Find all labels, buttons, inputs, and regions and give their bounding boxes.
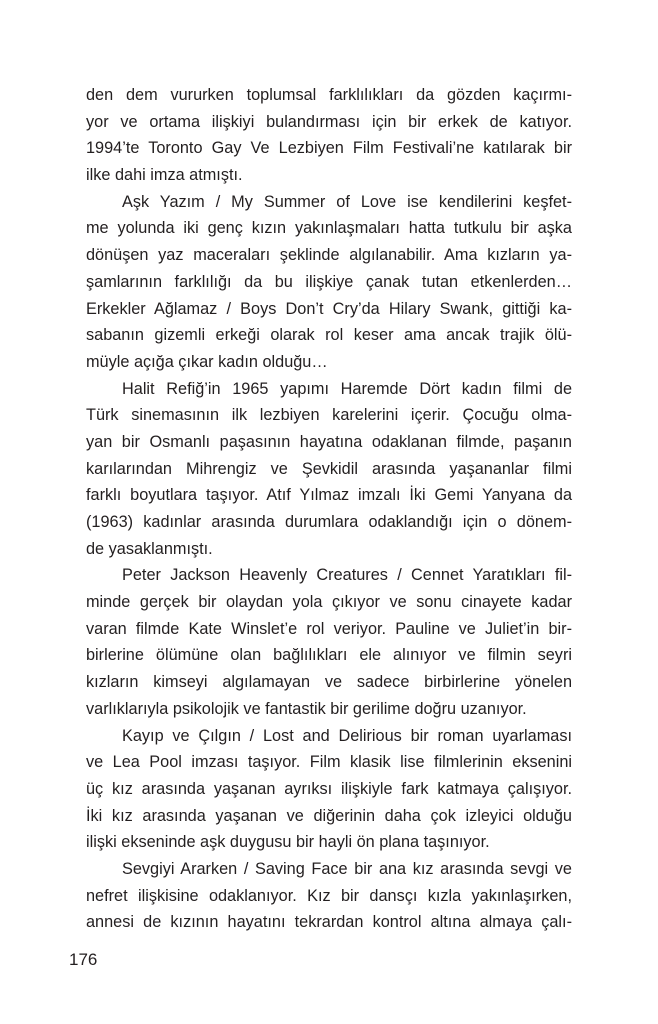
text-line: yor ve ortama ilişkiyi bulandırması için bir erkek de katıyor.	[86, 112, 572, 131]
text-line: Sevgiyi Ararken / Saving Face bir ana kız arasında sevgi ve	[122, 859, 572, 878]
text-line: ve Lea Pool imzası taşıyor. Film klasik lise filmlerinin eksenini	[86, 753, 572, 772]
text-line: varlıklarıyla psikolojik ve fantastik bir gerilime doğru uzanıyor.	[86, 699, 527, 718]
text-line: şamlarının farklılığı da bu ilişkiye çanak tutan etkenlerden…	[86, 272, 572, 291]
text-line: Aşk Yazım / My Summer of Love ise kendilerini keşfet-	[122, 192, 572, 211]
text-line: yan bir Osmanlı paşasının hayatına odaklanan filmde, paşanın	[86, 432, 572, 451]
body-text	[86, 82, 572, 936]
text-line: üç kız arasında yaşanan ayrıksı ilişkiyle fark katmaya çalışıyor.	[86, 779, 572, 798]
text-line: İki kız arasında yaşanan ve diğerinin daha çok izleyici olduğu	[86, 806, 572, 825]
text-line: ilke dahi imza atmıştı.	[86, 166, 243, 185]
text-line: varan filmde Kate Winslet’e rol veriyor. Pauline ve Juliet’in bir-	[86, 619, 572, 638]
text-line: müyle açığa çıkar kadın olduğu…	[86, 352, 328, 371]
text-line: Halit Refiğ’in 1965 yapımı Haremde Dört kadın filmi de	[122, 379, 572, 398]
text-line: 1994’te Toronto Gay Ve Lezbiyen Film Festivali’ne katılarak bir	[86, 139, 572, 158]
text-line: Kayıp ve Çılgın / Lost and Delirious bir roman uyarlaması	[122, 726, 572, 745]
text-line: Türk sinemasının ilk lezbiyen karelerini içerir. Çocuğu olma-	[86, 406, 572, 425]
text-line: de yasaklanmıştı.	[86, 539, 213, 558]
text-line: kızların kimseyi algılamayan ve sadece birbirlerine yönelen	[86, 673, 572, 692]
text-line: ilişki ekseninde aşk duygusu bir hayli ön plana taşınıyor.	[86, 833, 490, 852]
text-line: farklı boyutlara taşıyor. Atıf Yılmaz imzalı İki Gemi Yanyana da	[86, 486, 572, 505]
text-line: birlerine ölümüne olan bağlılıkları ele alınıyor ve filmin seyri	[86, 646, 572, 665]
text-line: dönüşen yaz maceraları şeklinde algılanabilir. Ama kızların ya-	[86, 246, 572, 265]
text-line: minde gerçek bir olaydan yola çıkıyor ve sonu cinayete kadar	[86, 593, 572, 612]
text-line: den dem vururken toplumsal farklılıkları da gözden kaçırmı-	[86, 86, 572, 104]
text-line: Peter Jackson Heavenly Creatures / Cennet Yaratıkları fil-	[122, 566, 572, 585]
text-line: karılarından Mihrengiz ve Şevkidil arasında yaşananlar filmi	[86, 459, 572, 478]
text-line: Erkekler Ağlamaz / Boys Don’t Cry’da Hilary Swank, gittiği ka-	[86, 299, 572, 318]
page-number: 176	[69, 950, 98, 969]
text-line: (1963) kadınlar arasında durumlara odaklandığı için o dönem-	[86, 513, 572, 531]
text-line: nefret ilişkisine odaklanıyor. Kız bir dansçı kızla yakınlaşırken,	[86, 886, 572, 905]
text-line: annesi de kızının hayatını tekrardan kontrol altına almaya çalı-	[86, 913, 572, 932]
text-line: sabanın gizemli erkeği olarak rol keser ama ancak trajik ölü-	[86, 326, 572, 345]
text-line: me yolunda iki genç kızın yakınlaşmaları hatta tutkulu bir aşka	[86, 219, 572, 238]
